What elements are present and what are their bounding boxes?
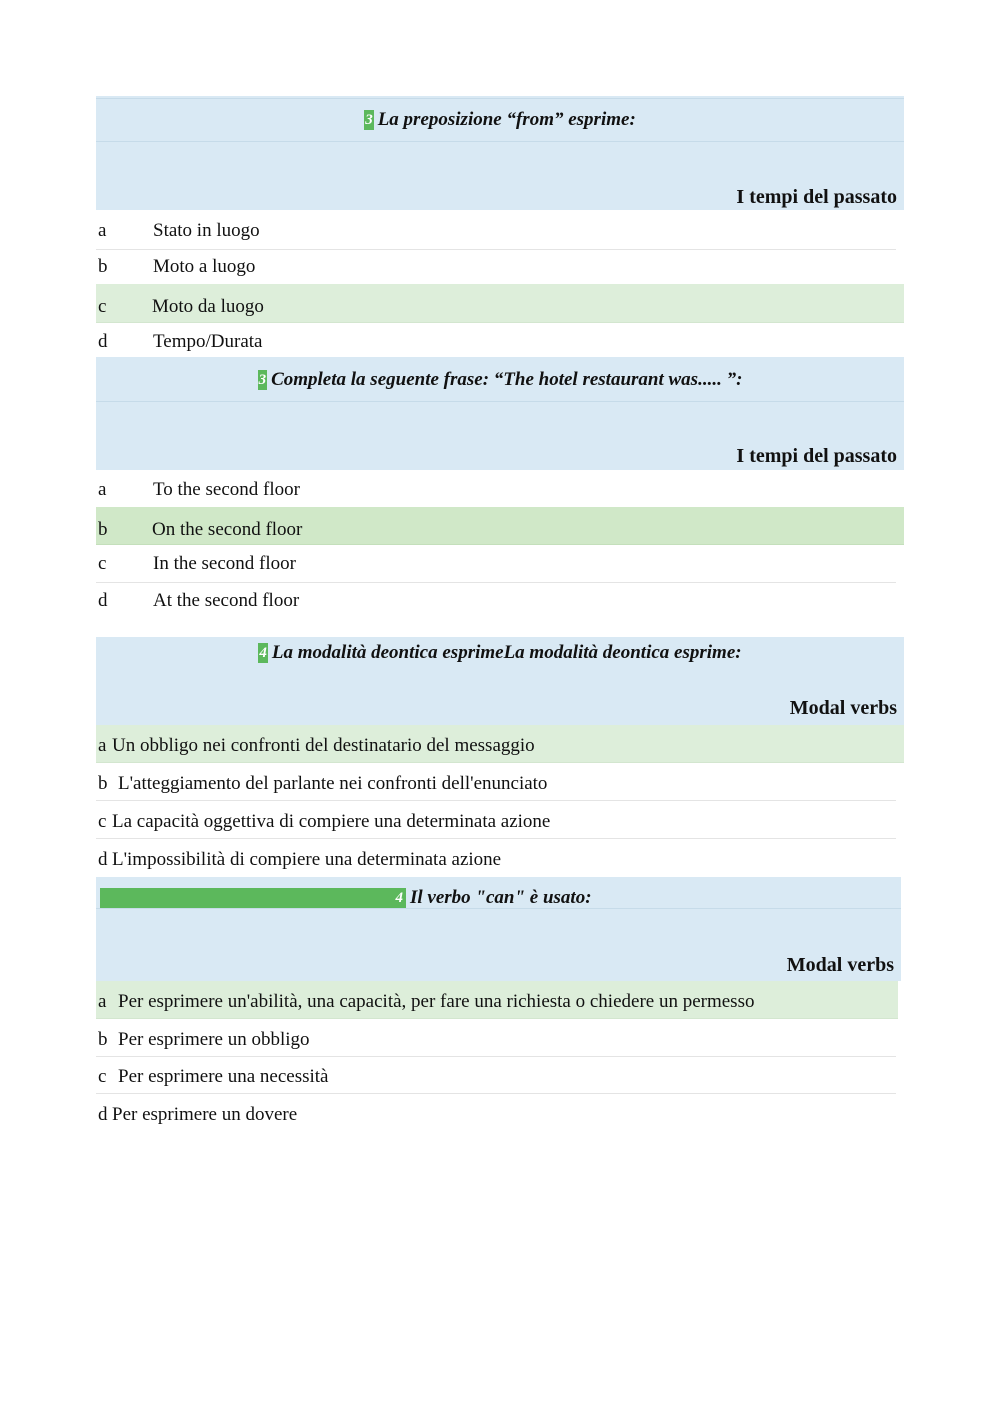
option-text: Tempo/Durata <box>153 331 263 352</box>
answer-option-correct[interactable] <box>96 284 904 323</box>
question-number: 4 <box>259 645 267 661</box>
option-text: At the second floor <box>153 590 300 611</box>
answer-option[interactable] <box>96 1057 896 1094</box>
question-title: 4 La modalità deontica esprimeLa modalità deontica esprime: <box>259 642 742 663</box>
question-number: 3 <box>258 372 267 388</box>
option-letter: c <box>98 296 107 317</box>
option-text: Un obbligo nei confronti del destinatario del messaggio <box>112 735 535 756</box>
option-letter: d <box>98 331 108 352</box>
option-text: Per esprimere un obbligo <box>118 1029 310 1050</box>
answer-option-correct[interactable] <box>96 725 904 763</box>
answer-option[interactable] <box>96 249 896 286</box>
option-text: Per esprimere una necessità <box>118 1066 329 1087</box>
option-text: On the second floor <box>152 519 303 540</box>
answer-option-correct[interactable] <box>96 507 904 545</box>
answer-option[interactable] <box>96 802 896 839</box>
option-text: La capacità oggettiva di compiere una determinata azione <box>112 811 551 832</box>
option-letter: d <box>98 1104 108 1125</box>
option-text: Stato in luogo <box>153 220 260 241</box>
answer-option[interactable] <box>96 546 896 583</box>
option-letter: c <box>98 1066 107 1087</box>
option-text: Moto a luogo <box>153 256 256 277</box>
option-letter: d <box>98 590 108 611</box>
option-letter: a <box>98 735 107 756</box>
answer-option[interactable] <box>96 1095 896 1131</box>
question-topic: Modal verbs <box>786 954 894 976</box>
answer-option[interactable] <box>96 1020 896 1057</box>
option-text: L'atteggiamento del parlante nei confronti dell'enunciato <box>118 773 548 794</box>
question-header <box>96 637 904 725</box>
option-letter: a <box>98 220 107 241</box>
question-number: 4 <box>100 888 406 908</box>
option-letter: c <box>98 553 107 574</box>
option-letter: a <box>98 479 107 500</box>
question-header <box>96 96 904 210</box>
option-letter: a <box>98 991 107 1012</box>
answer-option-correct[interactable] <box>96 981 898 1019</box>
option-text: In the second floor <box>153 553 296 574</box>
option-letter: b <box>98 519 108 540</box>
option-letter: b <box>98 1029 108 1050</box>
answer-option[interactable] <box>96 323 896 357</box>
question-header <box>96 877 901 981</box>
answer-option[interactable] <box>96 764 896 801</box>
question-title: 3 La preposizione “from” esprime: <box>365 109 636 130</box>
question-topic: I tempi del passato <box>736 186 897 208</box>
answer-option[interactable] <box>96 840 896 876</box>
option-letter: c <box>98 811 107 832</box>
option-letter: b <box>98 256 108 277</box>
answer-option[interactable] <box>96 213 896 250</box>
option-letter: b <box>98 773 108 794</box>
answer-option[interactable] <box>96 583 896 619</box>
option-text: Per esprimere un'abilità, una capacità, per fare una richiesta o chiedere un permesso <box>118 991 755 1012</box>
question-title: 3 Completa la seguente frase: “The hotel restaurant was..... ”: <box>258 369 743 390</box>
option-text: To the second floor <box>153 479 300 500</box>
question-topic: I tempi del passato <box>736 445 897 467</box>
option-text: Moto da luogo <box>152 296 264 317</box>
option-letter: d <box>98 849 108 870</box>
option-text: Per esprimere un dovere <box>112 1104 298 1125</box>
answer-option[interactable] <box>96 472 896 509</box>
question-header <box>96 357 904 470</box>
question-number: 3 <box>365 112 373 128</box>
question-topic: Modal verbs <box>789 697 897 719</box>
question-title: 4 Il verbo "can" è usato: <box>100 887 901 909</box>
option-text: L'impossibilità di compiere una determinata azione <box>112 849 502 870</box>
